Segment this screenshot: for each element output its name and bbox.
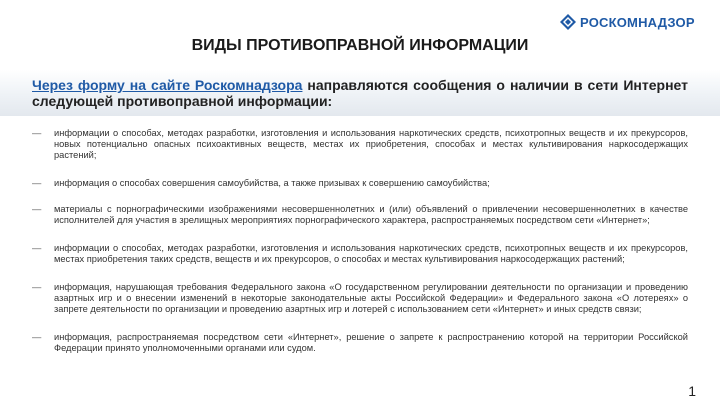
dash-marker: — [32,178,42,188]
dash-marker: — [32,243,42,253]
list-item-text: информация, нарушающая требования Федерального закона «О государственном регулировании деятельности по организации и проведению азартных игр и о внесении изменений в некоторые законодательные акты Российской Федерации» и Федерального закона «О лотереях» о запрете деятельности по организации и проведению азартных игр и лотерей с использованием сети «Интернет» и иных средств связи; [54,282,688,314]
list-item-text: информации о способах, методах разработки, изготовления и использования наркотических средств, психотропных веществ и их прекурсоров, местах приобретения таких средств, веществ и их прекурсоров, о способах и местах культивирования наркосодержащих растений; [54,243,688,264]
slide-title: ВИДЫ ПРОТИВОПРАВНОЙ ИНФОРМАЦИИ [191,37,529,54]
lead-paragraph [32,77,688,109]
dash-marker: — [32,332,42,342]
dash-marker: — [32,204,42,214]
list-item [32,282,688,315]
violation-types-list [32,128,688,371]
dash-marker: — [32,282,42,292]
page-number: 1 [688,383,696,399]
list-item-text: информации о способах, методах разработки, изготовления и использования наркотических средств, психотропных веществ и их прекурсоров, новых потенциально опасных психоактивных веществ, местах их приобретения, способах и местах культивирования наркосодержащих растений; [54,128,688,160]
roskomnadzor-logo [560,14,695,30]
list-item [32,204,688,226]
list-item-text: информация, распространяемая посредством сети «Интернет», решение о запрете к распространению которой на территории Российской Федерации принято уполномоченными органами или судом. [54,332,688,353]
list-item-text: информация о способах совершения самоубийства, а также призывах к совершению самоубийства; [54,178,490,188]
list-item [32,128,688,161]
list-item [32,243,688,265]
list-item [32,178,688,189]
roskomnadzor-emblem-icon [560,14,576,30]
roskomnadzor-form-link[interactable]: Через форму на сайте Роскомнадзора [32,77,303,93]
dash-marker: — [32,128,42,138]
logo-text: РОСКОМНАДЗОР [580,14,695,30]
lead-text: направляются сообщения о наличии в сети Интернет следующей противоправной информации: [32,77,688,109]
list-item [32,332,688,354]
list-item-text: материалы с порнографическими изображениями несовершеннолетних и (или) объявлений о привлечении несовершеннолетних в качестве исполнителей для участия в зрелищных мероприятиях порнографического характера, распространяемых посредством сети «Интернет»; [54,204,688,225]
